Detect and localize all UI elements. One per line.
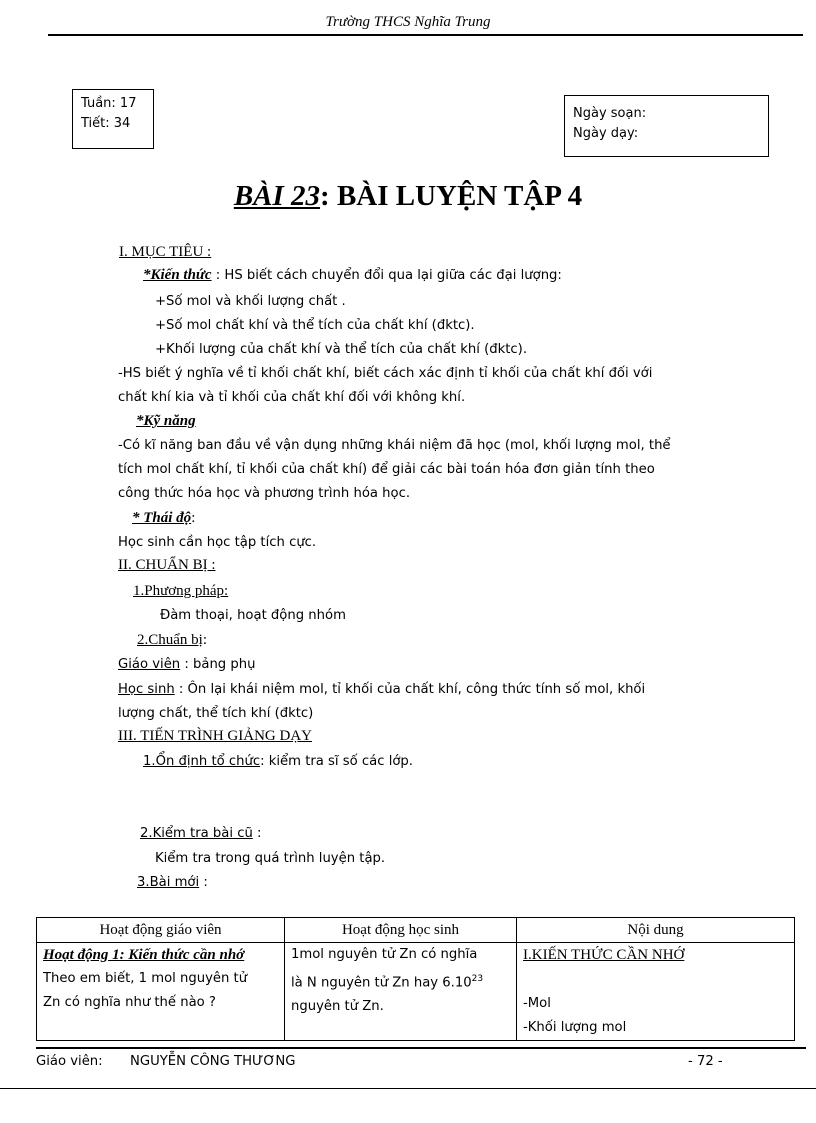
teacher-question-line2: Zn có nghĩa như thế nào ? bbox=[43, 995, 216, 1010]
section-preparation-heading: II. CHUẨN BỊ : bbox=[118, 557, 216, 573]
skill-line1: -Có kĩ năng ban đầu về vận dụng những khái niệm đã học (mol, khối lượng mol, thể bbox=[118, 438, 671, 453]
week-period-box bbox=[72, 89, 154, 149]
lesson-activity-table bbox=[36, 917, 795, 1041]
content-cell bbox=[517, 943, 795, 1041]
activity1-label: Hoạt động 1: Kiến thức cần nhớ bbox=[43, 947, 245, 963]
footer-divider bbox=[36, 1047, 806, 1049]
method-label: 1.Phương pháp: bbox=[133, 583, 229, 599]
section-objectives-heading: I. MỤC TIÊU : bbox=[119, 244, 212, 260]
student-prep-line1 bbox=[118, 682, 645, 697]
header-divider bbox=[48, 34, 803, 36]
skill-line3: công thức hóa học và phương trình hóa học. bbox=[118, 486, 411, 501]
attitude-line bbox=[132, 510, 195, 527]
prep-label: 2.Chuẩn bị bbox=[137, 632, 203, 648]
student-prep-text: : Ôn lại khái niệm mol, tỉ khối của chất khí, công thức tính số mol, khối bbox=[174, 682, 646, 697]
density-para-line1: -HS biết ý nghĩa về tỉ khối chất khí, biết cách xác định tỉ khối của chất khí đối với bbox=[118, 366, 653, 381]
teacher-activity-cell bbox=[37, 943, 285, 1041]
teacher-prep-text: : bảng phụ bbox=[180, 657, 256, 672]
content-mol: -Mol bbox=[523, 996, 551, 1011]
student-answer-text: là N nguyên tử Zn hay 6.10 bbox=[291, 975, 472, 991]
student-answer-line3: nguyên tử Zn. bbox=[291, 999, 384, 1015]
avogadro-exponent: 23 bbox=[471, 974, 484, 984]
knowledge-label: *Kiến thức bbox=[143, 267, 212, 283]
step2-label: 2.Kiểm tra bài cũ bbox=[140, 826, 253, 841]
prep-date-label: Ngày soạn: bbox=[573, 106, 647, 121]
knowledge-text: : HS biết cách chuyển đổi qua lại giữa các đại lượng: bbox=[211, 268, 562, 283]
header-student-activity: Hoạt động học sinh bbox=[285, 918, 517, 943]
section-procedure-heading: III. TIẾN TRÌNH GIẢNG DẠY bbox=[118, 728, 312, 744]
student-answer-line2 bbox=[291, 967, 510, 995]
skill-label: *Kỹ năng bbox=[136, 413, 196, 429]
attitude-text: Học sinh cần học tập tích cực. bbox=[118, 535, 317, 550]
lesson-number: BÀI 23 bbox=[233, 180, 321, 212]
step3-label: 3.Bài mới bbox=[137, 875, 200, 890]
teacher-prep-label: Giáo viên bbox=[118, 657, 181, 672]
page-bottom-rule bbox=[0, 1088, 816, 1089]
step3-line bbox=[137, 875, 208, 890]
student-prep-label: Học sinh bbox=[118, 682, 175, 697]
step3-colon: : bbox=[199, 875, 208, 890]
attitude-label: * Thái độ bbox=[132, 510, 192, 526]
week-label: Tuần: 17 bbox=[81, 96, 137, 111]
teacher-prep-line bbox=[118, 657, 255, 672]
footer-teacher-label: Giáo viên: bbox=[36, 1054, 103, 1069]
student-activity-cell bbox=[285, 943, 517, 1041]
header-content: Nội dung bbox=[517, 918, 795, 943]
density-para-line2: chất khí kia và tỉ khối của chất khí đối với không khí. bbox=[118, 390, 466, 405]
dates-box bbox=[564, 95, 769, 157]
method-text: Đàm thoại, hoạt động nhóm bbox=[160, 608, 346, 623]
lesson-title bbox=[0, 180, 816, 213]
bullet-mol-volume: +Số mol chất khí và thể tích của chất khí (đktc). bbox=[155, 318, 475, 333]
skill-line2: tích mol chất khí, tỉ khối của chất khí) để giải các bài toán hóa đơn giản tính theo bbox=[118, 462, 655, 477]
header-teacher-activity: Hoạt động giáo viên bbox=[37, 918, 285, 943]
step1-label: 1.Ổn định tổ chức bbox=[143, 754, 261, 769]
table-header-row bbox=[37, 918, 795, 943]
prep-colon: : bbox=[202, 632, 208, 648]
student-prep-line2: lượng chất, thể tích khí (đktc) bbox=[118, 706, 314, 721]
step2-line bbox=[140, 826, 261, 841]
period-label: Tiết: 34 bbox=[81, 116, 131, 131]
lesson-name: : BÀI LUYỆN TẬP 4 bbox=[320, 180, 583, 212]
school-header: Trường THCS Nghĩa Trung bbox=[325, 14, 491, 30]
step2-colon: : bbox=[252, 826, 262, 841]
step1-text: : kiểm tra sĩ số các lớp. bbox=[260, 754, 413, 769]
bullet-mol-mass: +Số mol và khối lượng chất . bbox=[155, 294, 346, 309]
content-molar-mass: -Khối lượng mol bbox=[523, 1020, 627, 1035]
bullet-mass-volume: +Khối lượng của chất khí và thể tích của chất khí (đktc). bbox=[155, 342, 528, 357]
knowledge-line bbox=[143, 267, 562, 284]
teacher-question-line1: Theo em biết, 1 mol nguyên tử bbox=[43, 971, 248, 986]
prep-line bbox=[137, 632, 207, 649]
table-row bbox=[37, 943, 795, 1041]
teach-date-label: Ngày dạy: bbox=[573, 126, 639, 141]
step2-text: Kiểm tra trong quá trình luyện tập. bbox=[155, 851, 386, 866]
step1-line bbox=[143, 754, 413, 769]
page-number: - 72 - bbox=[688, 1054, 723, 1069]
footer-teacher-name: NGUYỄN CÔNG THƯƠNG bbox=[130, 1054, 296, 1069]
content-heading: I.KIẾN THỨC CẦN NHỚ bbox=[523, 947, 685, 963]
attitude-colon: : bbox=[191, 510, 196, 526]
student-answer-line1: 1mol nguyên tử Zn có nghĩa bbox=[291, 947, 478, 962]
